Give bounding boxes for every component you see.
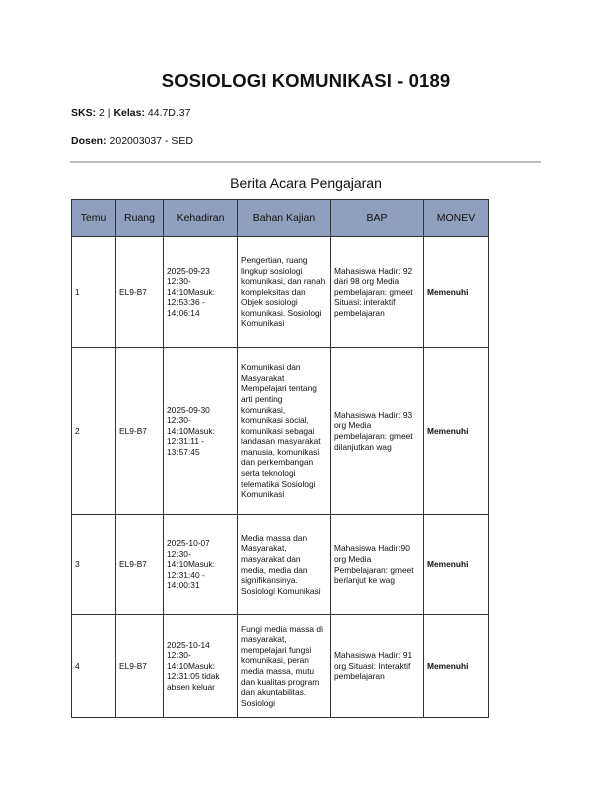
cell-monev: Memenuhi [424,348,489,515]
cell-bap: Mahasiswa Hadir: 91 org Situasi: Interaktif pembelajaran [331,615,424,718]
table-header-row [72,200,489,237]
cell-temu: 4 [72,615,116,718]
kelas-label: Kelas: [113,107,145,119]
cell-kehadiran: 2025-09-23 12:30-14:10Masuk: 12:53:36 - 14:06:14 [164,237,238,348]
meta-separator: | [107,107,111,119]
table-row [72,237,489,348]
cell-bahan-kajian: Fungi media massa di masyarakat, mempelajari fungsi komunikasi, peran media massa, mutu dan kualitas program dan akuntabilitas. Sosiologi [238,615,331,718]
kelas-value: 44.7D.37 [147,107,191,119]
header-bap: BAP [331,200,424,237]
cell-ruang: EL9-B7 [116,515,164,615]
cell-bap: Mahasiswa Hadir: 93 org Media pembelajaran: gmeet dilanjutkan wag [331,348,424,515]
page-title: SOSIOLOGI KOMUNIKASI - 0189 [161,70,451,91]
cell-monev: Memenuhi [424,237,489,348]
cell-ruang: EL9-B7 [116,237,164,348]
table-row [72,348,489,515]
table-row [72,615,489,718]
cell-ruang: EL9-B7 [116,348,164,515]
dosen-value: 202003037 - SED [109,135,193,147]
section-divider [70,161,541,163]
cell-bahan-kajian: Media massa dan Masyarakat, masyarakat dan media, media dan signifikansinya. Sosiologi Komunikasi [238,515,331,615]
sks-kelas-line [71,107,191,119]
cell-kehadiran: 2025-10-14 12:30-14:10Masuk: 12:31:05 tidak absen keluar [164,615,238,718]
cell-temu: 2 [72,348,116,515]
dosen-line [71,135,193,147]
header-bahan-kajian: Bahan Kajian [238,200,331,237]
cell-temu: 3 [72,515,116,615]
header-ruang: Ruang [116,200,164,237]
table-row [72,515,489,615]
cell-bap: Mahasiswa Hadir: 92 dari 98 org Media pembelajaran: gmeet Situasi: interaktif pembelajaran [331,237,424,348]
cell-ruang: EL9-B7 [116,615,164,718]
berita-acara-table [71,199,489,718]
header-monev: MONEV [424,200,489,237]
cell-kehadiran: 2025-10-07 12:30-14:10Masuk: 12:31:40 - 14:00:31 [164,515,238,615]
cell-kehadiran: 2025-09-30 12:30-14:10Masuk: 12:31:11 - 13:57:45 [164,348,238,515]
cell-monev: Memenuhi [424,615,489,718]
cell-bahan-kajian: Komunikasi dan Masyarakat Mempelajari tentang arti penting komunikasi, komunikasi social, komunikasi sebagai landasan masyarakat manusia, komunikasi dan perkembangan serta teknologi telematika Sosiologi Komunikasi [238,348,331,515]
header-kehadiran: Kehadiran [164,200,238,237]
dosen-label: Dosen: [71,135,107,147]
cell-temu: 1 [72,237,116,348]
sks-value: 2 [99,107,105,119]
section-title: Berita Acara Pengajaran [230,175,382,191]
header-temu: Temu [72,200,116,237]
cell-monev: Memenuhi [424,515,489,615]
cell-bap: Mahasiswa Hadir:90 org Media Pembelajaran: gmeet berlanjut ke wag [331,515,424,615]
sks-label: SKS: [71,107,97,119]
cell-bahan-kajian: Pengertian, ruang lingkup sosiologi komunikasi, dan ranah kompleksitas dan Objek sosiologi komunikasi. Sosiologi Komunikasi [238,237,331,348]
